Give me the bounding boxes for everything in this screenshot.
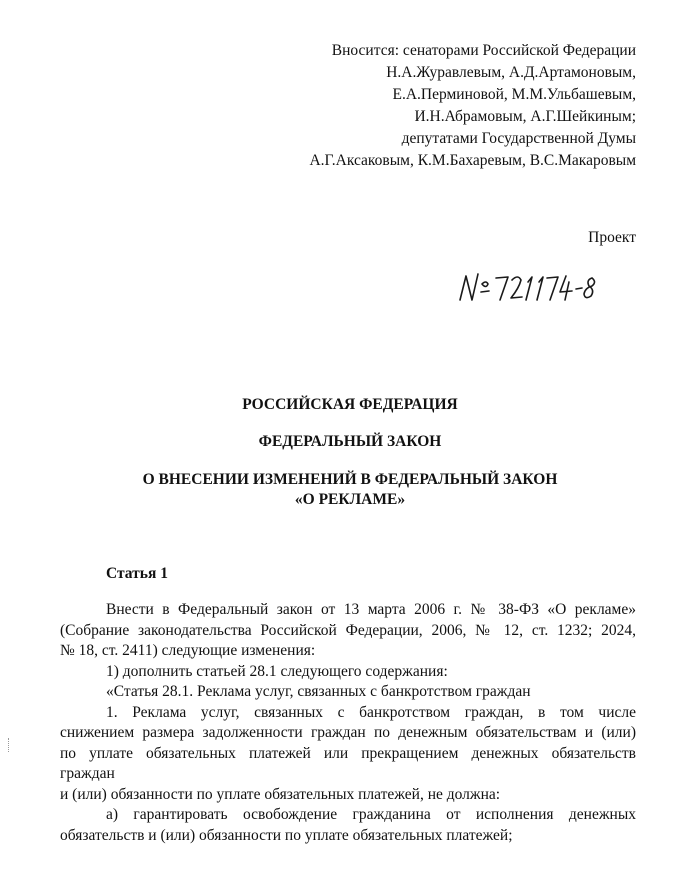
scan-margin-mark [8,738,11,752]
introduced-by-block [309,40,636,172]
introduced-by-line: Е.А.Перминовой, М.М.Ульбашевым, [392,86,636,103]
country-heading: РОССИЙСКАЯ ФЕДЕРАЦИЯ [242,396,458,413]
body-line: по уплате обязательных платежей или прекращением денежных обязательств [60,744,636,762]
body-line: «Статья 28.1. Реклама услуг, связанных с банкротством граждан [106,683,531,700]
introduced-by-line: депутатами Государственной Думы [401,130,636,147]
law-type-heading: ФЕДЕРАЛЬНЫЙ ЗАКОН [258,433,442,450]
body-line: Внести в Федеральный закон от 13 марта 2006 г. № 38-ФЗ «О рекламе» [106,601,636,618]
introduced-by-line: Н.А.Журавлевым, А.Д.Артамоновым, [386,64,636,81]
body-line: обязательств и (или) обязанности по уплате обязательных платежей; [60,826,513,844]
body-line: (Собрание законодательства Российской Федерации, 2006, № 12, ст. 1232; 2024, [60,621,636,639]
project-label: Проект [588,229,636,246]
body-line: и (или) обязанности по уплате обязательных платежей, не должна: [60,785,501,803]
body-line: снижением размера задолженности граждан по денежным обязательствам и (или) [60,724,636,741]
body-line: 1) дополнить статьей 28.1 следующего содержания: [106,662,448,680]
introduced-by-line: И.Н.Абрамовым, А.Г.Шейкиным; [414,108,636,125]
introduced-by-line: А.Г.Аксаковым, К.М.Бахаревым, В.С.Макаровым [309,152,636,169]
body-line: граждан [60,765,115,782]
article-title: Статья 1 [106,565,168,582]
handwritten-number-drawing [450,262,610,312]
body-line: № 18, ст. 2411) следующие изменения: [60,642,316,659]
body-line: а) гарантировать освобождение гражданина от исполнения денежных [106,806,636,823]
body-line: 1. Реклама услуг, связанных с банкротством граждан, в том числе [106,703,636,721]
article-body [60,600,636,846]
law-name-heading [60,470,640,510]
law-name-line: О ВНЕСЕНИИ ИЗМЕНЕНИЙ В ФЕДЕРАЛЬНЫЙ ЗАКОН [142,471,558,488]
law-name-line: «О РЕКЛАМЕ» [294,491,406,508]
introduced-by-line: Вносится: сенаторами Российской Федерации [331,42,636,59]
handwritten-registration-number [450,262,610,312]
